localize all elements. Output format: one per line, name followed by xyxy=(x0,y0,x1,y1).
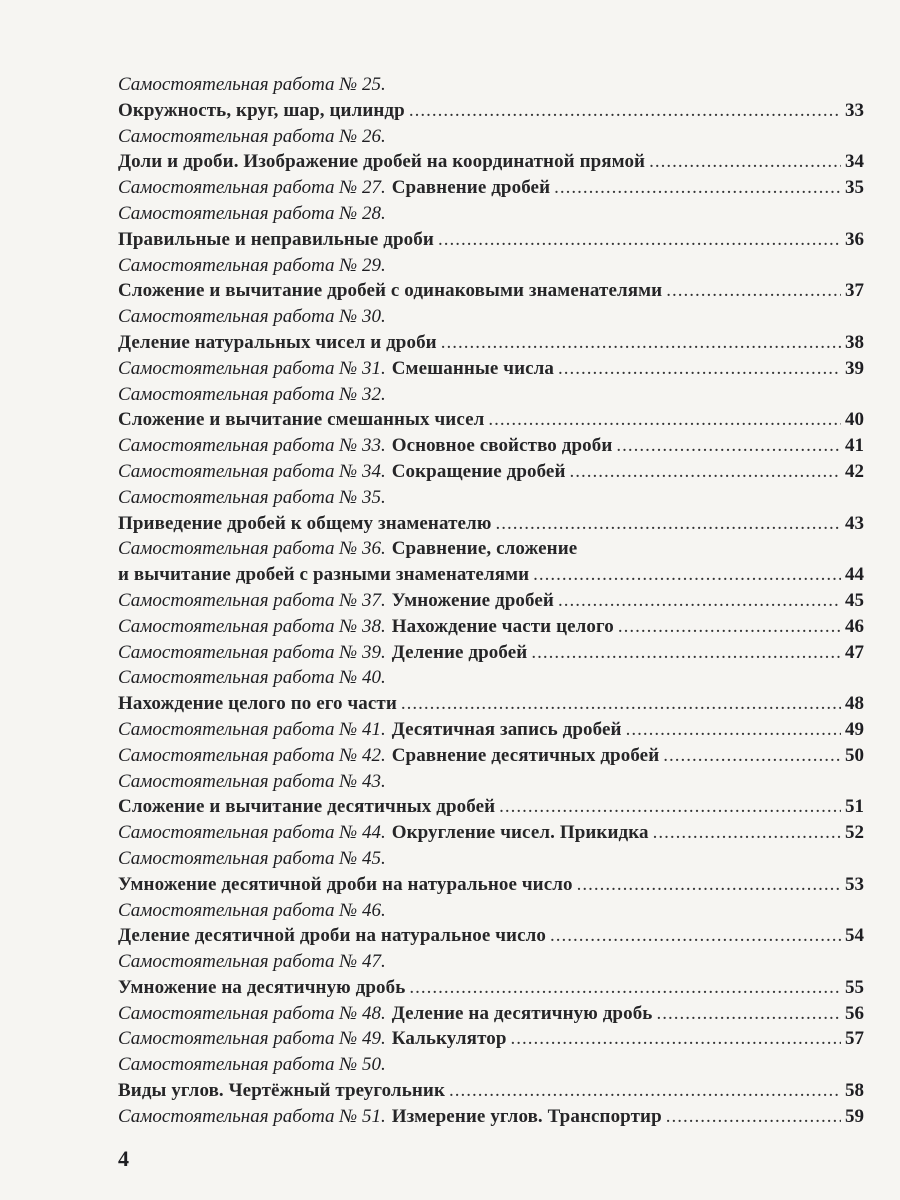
topic-title: Деление дробей xyxy=(391,641,528,663)
page-ref: 43 xyxy=(845,512,864,534)
dot-leader xyxy=(558,356,841,382)
work-heading: Самостоятельная работа № 32. xyxy=(118,383,386,405)
dot-leader xyxy=(663,743,841,769)
toc-line xyxy=(118,278,864,304)
page-number: 4 xyxy=(118,1146,129,1171)
toc-line xyxy=(118,304,864,330)
dot-leader xyxy=(511,1026,841,1052)
dot-leader xyxy=(616,433,841,459)
toc-line xyxy=(118,872,864,898)
toc-line xyxy=(118,1026,864,1052)
work-heading: Самостоятельная работа № 48. xyxy=(118,1002,386,1024)
work-heading: Самостоятельная работа № 50. xyxy=(118,1054,386,1076)
page-ref: 41 xyxy=(845,435,864,457)
toc-line xyxy=(118,562,864,588)
toc-line xyxy=(118,356,864,382)
page-ref: 46 xyxy=(845,615,864,637)
page-ref: 50 xyxy=(845,744,864,766)
topic-title: Калькулятор xyxy=(391,1028,507,1050)
work-heading: Самостоятельная работа № 33. xyxy=(118,435,386,457)
topic-title: Сравнение, сложение xyxy=(391,538,578,560)
topic-title: Окружность, круг, шар, цилиндр xyxy=(118,99,405,121)
toc-line xyxy=(118,820,864,846)
page-ref: 53 xyxy=(845,873,864,895)
work-heading: Самостоятельная работа № 44. xyxy=(118,822,386,844)
page-ref: 57 xyxy=(845,1028,864,1050)
toc-line xyxy=(118,407,864,433)
dot-leader xyxy=(449,1078,841,1104)
topic-title: Умножение дробей xyxy=(391,589,554,611)
page-ref: 54 xyxy=(845,925,864,947)
toc-line xyxy=(118,1104,864,1130)
toc-line xyxy=(118,717,864,743)
dot-leader xyxy=(409,98,841,124)
page-ref: 42 xyxy=(845,460,864,482)
toc-line xyxy=(118,149,864,175)
toc-line xyxy=(118,511,864,537)
work-heading: Самостоятельная работа № 45. xyxy=(118,847,386,869)
dot-leader xyxy=(438,227,841,253)
work-heading: Самостоятельная работа № 35. xyxy=(118,486,386,508)
topic-title: Правильные и неправильные дроби xyxy=(118,228,434,250)
topic-title: Сложение и вычитание десятичных дробей xyxy=(118,796,496,818)
work-heading: Самостоятельная работа № 34. xyxy=(118,460,386,482)
topic-title: Деление десятичной дроби на натуральное число xyxy=(118,925,546,947)
page-ref: 48 xyxy=(845,693,864,715)
toc-line xyxy=(118,898,864,924)
toc-line xyxy=(118,640,864,666)
dot-leader xyxy=(577,872,841,898)
toc-line xyxy=(118,536,864,562)
topic-title: Нахождение целого по его части xyxy=(118,693,397,715)
topic-title: Округление чисел. Прикидка xyxy=(391,822,649,844)
toc-line xyxy=(118,124,864,150)
page-ref: 45 xyxy=(845,589,864,611)
toc-line xyxy=(118,382,864,408)
toc-line xyxy=(118,691,864,717)
page-ref: 47 xyxy=(845,641,864,663)
page-ref: 51 xyxy=(845,796,864,818)
topic-title: Сравнение дробей xyxy=(391,177,551,199)
table-of-contents xyxy=(118,72,864,1130)
toc-line xyxy=(118,98,864,124)
toc-line xyxy=(118,227,864,253)
dot-leader xyxy=(401,691,841,717)
dot-leader xyxy=(666,278,841,304)
topic-title: Смешанные числа xyxy=(391,357,555,379)
toc-line xyxy=(118,975,864,1001)
toc-line xyxy=(118,923,864,949)
work-heading: Самостоятельная работа № 40. xyxy=(118,667,386,689)
topic-title: Измерение углов. Транспортир xyxy=(391,1105,662,1127)
dot-leader xyxy=(488,407,841,433)
toc-line xyxy=(118,743,864,769)
dot-leader xyxy=(653,820,841,846)
topic-title: Приведение дробей к общему знаменателю xyxy=(118,512,492,534)
dot-leader xyxy=(409,975,841,1001)
toc-line xyxy=(118,330,864,356)
topic-title: Деление на десятичную дробь xyxy=(391,1002,653,1024)
topic-title: Сокращение дробей xyxy=(391,460,566,482)
page-ref: 38 xyxy=(845,331,864,353)
toc-line xyxy=(118,1001,864,1027)
work-heading: Самостоятельная работа № 29. xyxy=(118,254,386,276)
topic-title: Деление натуральных чисел и дроби xyxy=(118,331,437,353)
toc-line xyxy=(118,201,864,227)
page-ref: 56 xyxy=(845,1002,864,1024)
work-heading: Самостоятельная работа № 41. xyxy=(118,718,386,740)
topic-title: Десятичная запись дробей xyxy=(391,718,622,740)
dot-leader xyxy=(656,1001,841,1027)
work-heading: Самостоятельная работа № 42. xyxy=(118,744,386,766)
page-ref: 36 xyxy=(845,228,864,250)
page-ref: 35 xyxy=(845,177,864,199)
work-heading: Самостоятельная работа № 51. xyxy=(118,1105,386,1127)
toc-line xyxy=(118,846,864,872)
topic-title: Доли и дроби. Изображение дробей на координатной прямой xyxy=(118,151,646,173)
page-ref: 49 xyxy=(845,718,864,740)
dot-leader xyxy=(550,923,841,949)
dot-leader xyxy=(626,717,841,743)
page-ref: 59 xyxy=(845,1105,864,1127)
work-heading: Самостоятельная работа № 47. xyxy=(118,951,386,973)
topic-title: Сложение и вычитание смешанных чисел xyxy=(118,409,485,431)
work-heading: Самостоятельная работа № 28. xyxy=(118,202,386,224)
dot-leader xyxy=(649,149,841,175)
dot-leader xyxy=(570,459,841,485)
work-heading: Самостоятельная работа № 31. xyxy=(118,357,386,379)
topic-title: Нахождение части целого xyxy=(391,615,614,637)
page-ref: 33 xyxy=(845,99,864,121)
page-ref: 55 xyxy=(845,976,864,998)
topic-title: Умножение десятичной дроби на натуральное число xyxy=(118,873,573,895)
work-heading: Самостоятельная работа № 46. xyxy=(118,899,386,921)
topic-title: Виды углов. Чертёжный треугольник xyxy=(118,1080,445,1102)
work-heading: Самостоятельная работа № 49. xyxy=(118,1028,386,1050)
dot-leader xyxy=(531,640,841,666)
toc-line xyxy=(118,949,864,975)
dot-leader xyxy=(533,562,841,588)
toc-line xyxy=(118,175,864,201)
toc-line xyxy=(118,485,864,511)
work-heading: Самостоятельная работа № 37. xyxy=(118,589,386,611)
page-ref: 58 xyxy=(845,1080,864,1102)
toc-line xyxy=(118,769,864,795)
work-heading: Самостоятельная работа № 43. xyxy=(118,770,386,792)
dot-leader xyxy=(554,175,841,201)
work-heading: Самостоятельная работа № 36. xyxy=(118,538,386,560)
page-ref: 34 xyxy=(845,151,864,173)
topic-title: Сложение и вычитание дробей с одинаковыми знаменателями xyxy=(118,280,663,302)
dot-leader xyxy=(495,511,841,537)
dot-leader xyxy=(618,614,841,640)
dot-leader xyxy=(666,1104,841,1130)
work-heading: Самостоятельная работа № 39. xyxy=(118,641,386,663)
dot-leader xyxy=(441,330,841,356)
work-heading: Самостоятельная работа № 27. xyxy=(118,177,386,199)
toc-line xyxy=(118,614,864,640)
work-heading: Самостоятельная работа № 38. xyxy=(118,615,386,637)
toc-line xyxy=(118,72,864,98)
work-heading: Самостоятельная работа № 30. xyxy=(118,306,386,328)
page-ref: 40 xyxy=(845,409,864,431)
page-ref: 37 xyxy=(845,280,864,302)
topic-title: Сравнение десятичных дробей xyxy=(391,744,660,766)
dot-leader xyxy=(558,588,841,614)
toc-line xyxy=(118,253,864,279)
toc-line xyxy=(118,1078,864,1104)
toc-line xyxy=(118,1052,864,1078)
page-ref: 39 xyxy=(845,357,864,379)
work-heading: Самостоятельная работа № 26. xyxy=(118,125,386,147)
work-heading: Самостоятельная работа № 25. xyxy=(118,74,386,95)
topic-title: Умножение на десятичную дробь xyxy=(118,976,406,998)
dot-leader xyxy=(499,794,841,820)
topic-title: и вычитание дробей с разными знаменателями xyxy=(118,564,530,586)
toc-line xyxy=(118,459,864,485)
topic-title: Основное свойство дроби xyxy=(391,435,613,457)
page-ref: 44 xyxy=(845,564,864,586)
page-ref: 52 xyxy=(845,822,864,844)
toc-line xyxy=(118,794,864,820)
toc-line xyxy=(118,433,864,459)
toc-line xyxy=(118,665,864,691)
toc-line xyxy=(118,588,864,614)
